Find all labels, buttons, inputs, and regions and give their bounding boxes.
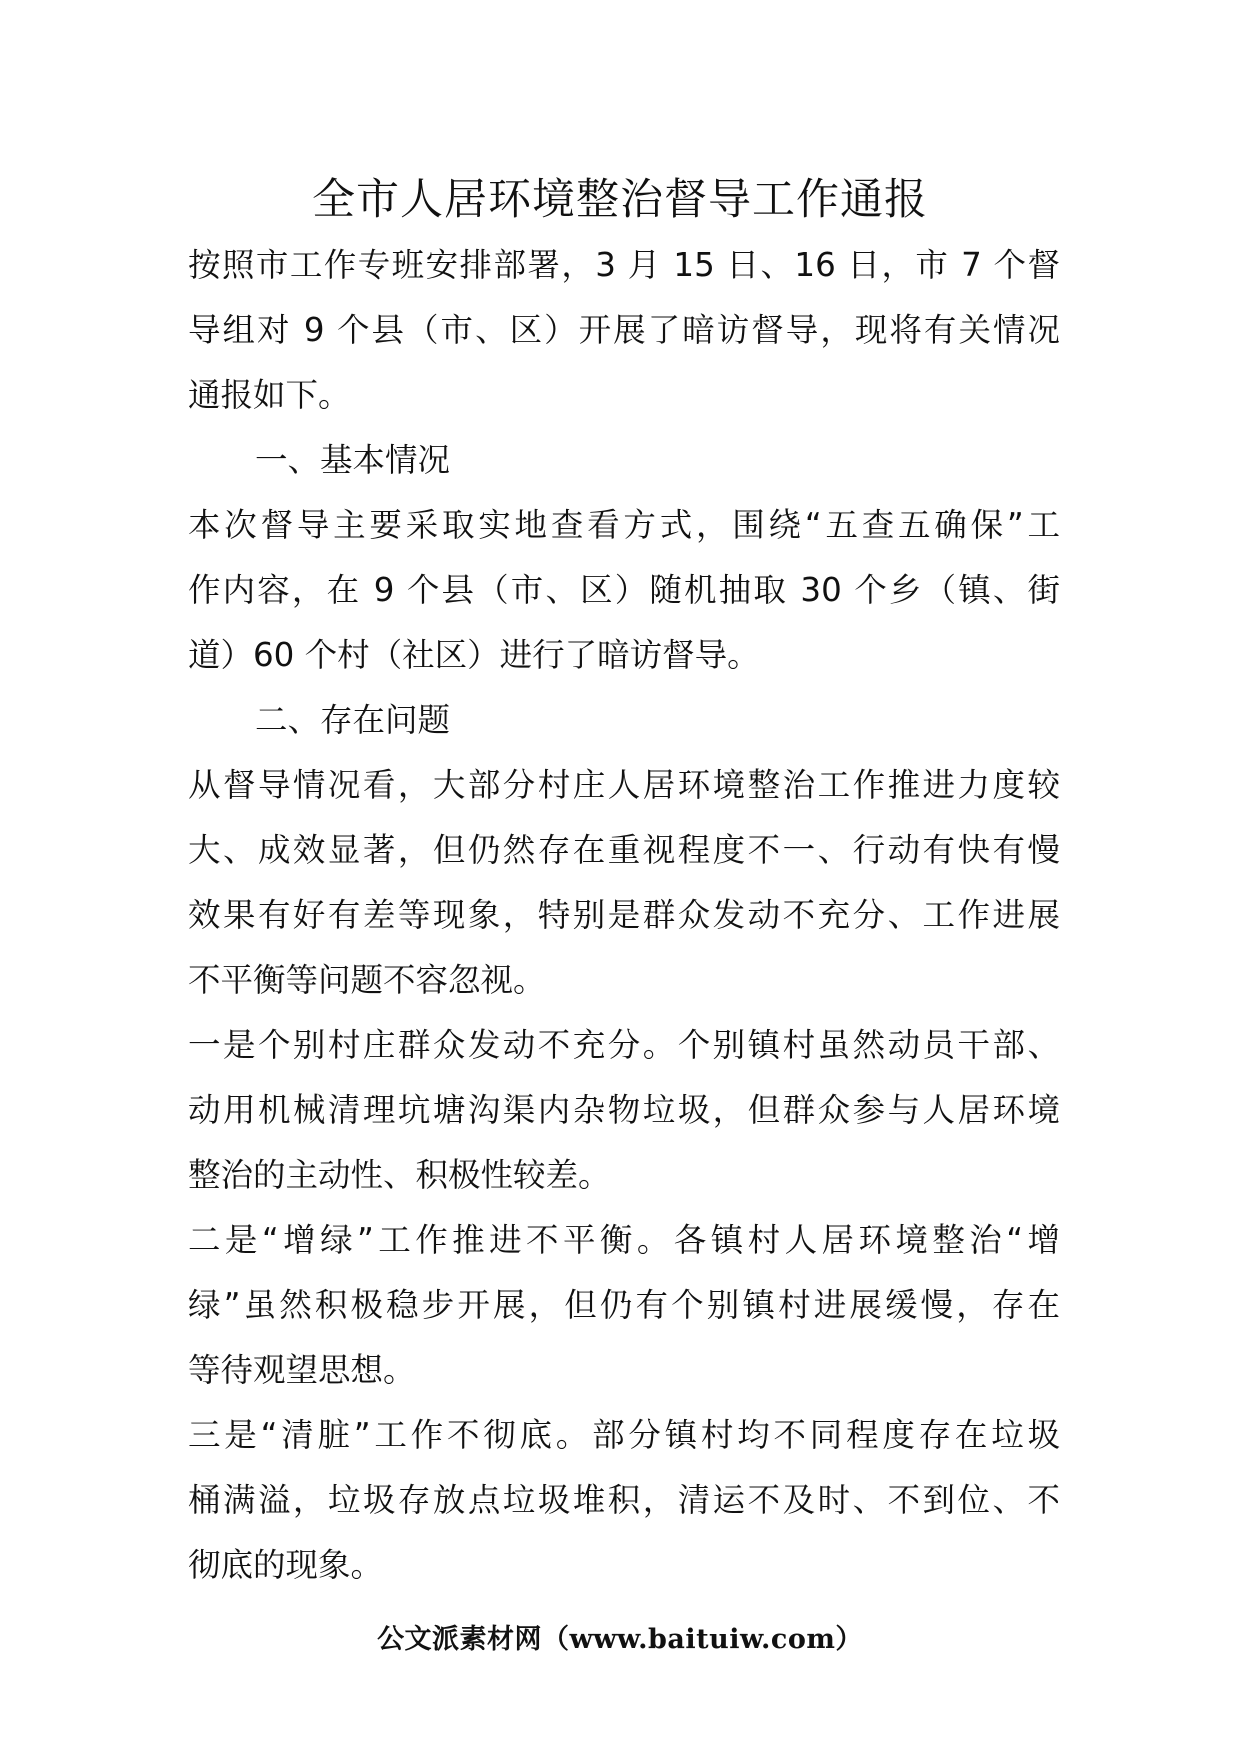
paragraph-line: 通报如下。	[188, 376, 351, 414]
paragraph-line: 整治的主动性、积极性较差。	[188, 1156, 611, 1194]
paragraph-line: 作内容，在 9 个县（市、区）随机抽取 30 个乡（镇、街	[188, 571, 1060, 609]
paragraph-line: 等待观望思想。	[188, 1351, 416, 1389]
paragraph-line: 桶满溢，垃圾存放点垃圾堆积，清运不及时、不到位、不	[188, 1481, 1060, 1519]
section-heading-problems: 二、存在问题	[255, 701, 451, 739]
paragraph-line: 动用机械清理坑塘沟渠内杂物垃圾，但群众参与人居环境	[188, 1091, 1060, 1129]
paragraph-line: 效果有好有差等现象，特别是群众发动不充分、工作进展	[188, 896, 1060, 934]
document-title: 全市人居环境整治督导工作通报	[312, 175, 928, 225]
paragraph-line: 从督导情况看，大部分村庄人居环境整治工作推进力度较	[188, 766, 1060, 804]
paragraph-line: 彻底的现象。	[188, 1546, 384, 1584]
paragraph-line: 不平衡等问题不容忽视。	[188, 961, 546, 999]
paragraph-line: 导组对 9 个县（市、区）开展了暗访督导，现将有关情况	[188, 311, 1060, 349]
section-heading-basic: 一、基本情况	[255, 441, 451, 479]
paragraph-line: 一是个别村庄群众发动不充分。个别镇村虽然动员干部、	[188, 1026, 1060, 1064]
footer-source-link[interactable]: 公文派素材网（www.baituiw.com）	[377, 1624, 863, 1655]
paragraph-line: 绿”虽然积极稳步开展，但仍有个别镇村进展缓慢，存在	[188, 1286, 1060, 1324]
paragraph-line: 二是“增绿”工作推进不平衡。各镇村人居环境整治“增	[188, 1221, 1060, 1259]
paragraph-line: 本次督导主要采取实地查看方式，围绕“五查五确保”工	[188, 506, 1060, 544]
paragraph-line: 大、成效显著，但仍然存在重视程度不一、行动有快有慢	[188, 831, 1060, 869]
paragraph-line: 按照市工作专班安排部署，3 月 15 日、16 日，市 7 个督	[188, 246, 1060, 284]
document-body	[188, 233, 1060, 1598]
paragraph-line: 道）60 个村（社区）进行了暗访督导。	[188, 636, 760, 674]
paragraph-line: 三是“清脏”工作不彻底。部分镇村均不同程度存在垃圾	[188, 1416, 1060, 1454]
